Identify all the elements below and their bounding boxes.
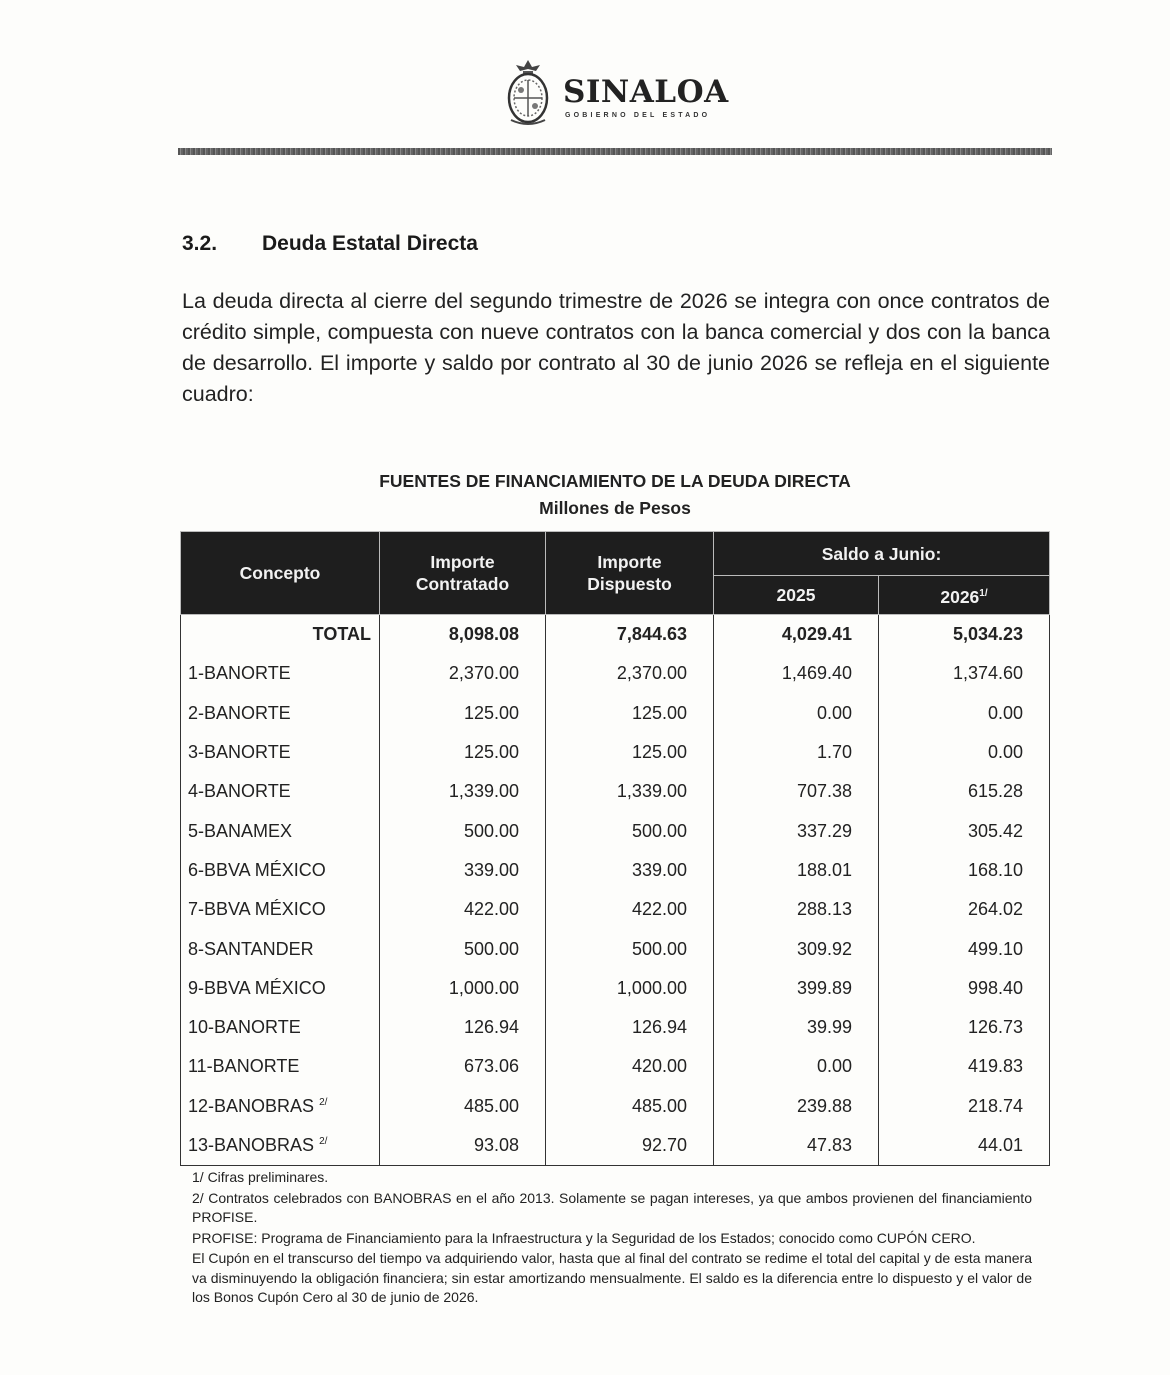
- cell-saldo-2026: 126.73: [879, 1008, 1050, 1047]
- footnotes: [192, 1168, 1032, 1309]
- cell-saldo-2025: 0.00: [714, 694, 879, 733]
- brand-name: SINALOA: [563, 74, 729, 110]
- table-row: [181, 694, 1050, 733]
- cell-importe-contratado: 339.00: [380, 851, 546, 890]
- intro-paragraph: La deuda directa al cierre del segundo trimestre de 2026 se integra con once contratos de crédito simple, compuesta con nueve contratos con la banca comercial y dos con la banca de desarrollo. El importe y saldo por contrato al 30 de junio 2026 se refleja en el siguiente cuadro:: [182, 289, 1050, 406]
- cell-importe-dispuesto: 126.94: [546, 1008, 714, 1047]
- cell-saldo-2025: 337.29: [714, 811, 879, 850]
- table-row: [181, 654, 1050, 693]
- cell-saldo-2026: 5,034.23: [879, 615, 1050, 655]
- section-heading: [182, 232, 478, 256]
- cell-importe-contratado: 500.00: [380, 811, 546, 850]
- header-importe-contratado: Importe Contratado: [380, 532, 546, 615]
- cell-importe-contratado: 125.00: [380, 694, 546, 733]
- cell-concepto: 9-BBVA MÉXICO: [181, 969, 380, 1008]
- cell-saldo-2025: 47.83: [714, 1126, 879, 1166]
- table-total-row: [181, 615, 1050, 655]
- cell-concepto: 3-BANORTE: [181, 733, 380, 772]
- cell-concepto: 5-BANAMEX: [181, 811, 380, 850]
- cell-concepto: 1-BANORTE: [181, 654, 380, 693]
- table-row: [181, 1008, 1050, 1047]
- cell-saldo-2025: 1,469.40: [714, 654, 879, 693]
- cell-concepto: 10-BANORTE: [181, 1008, 380, 1047]
- footnote: El Cupón en el transcurso del tiempo va adquiriendo valor, hasta que al final del contrato se redime el total del capital y de esta manera va disminuyendo la obligación financiera; sin estar amortizando mensualmente. El saldo es la diferencia entre lo dispuesto y el valor de los Bonos Cupón Cero al 30 de junio de 2026.: [192, 1250, 1032, 1305]
- cell-saldo-2025: 399.89: [714, 969, 879, 1008]
- section-number: 3.2.: [182, 232, 218, 255]
- cell-importe-contratado: 1,000.00: [380, 969, 546, 1008]
- cell-concepto: 13-BANOBRAS $^{2/}$: [181, 1126, 380, 1166]
- table-row: [181, 969, 1050, 1008]
- cell-concepto: 7-BBVA MÉXICO: [181, 890, 380, 929]
- cell-concepto: 12-BANOBRAS $^{2/}$: [181, 1087, 380, 1126]
- footnote: 2/ Contratos celebrados con BANOBRAS en el año 2013. Solamente se pagan intereses, ya que ambos provienen del financiamiento PROFISE.: [192, 1189, 1032, 1225]
- cell-saldo-2025: 707.38: [714, 772, 879, 811]
- cell-importe-contratado: 673.06: [380, 1047, 546, 1086]
- table-row: [181, 851, 1050, 890]
- cell-importe-dispuesto: 125.00: [546, 733, 714, 772]
- brand-subtitle: GOBIERNO DEL ESTADO: [565, 112, 711, 119]
- cell-saldo-2026: 419.83: [879, 1047, 1050, 1086]
- cell-importe-contratado: 422.00: [380, 890, 546, 929]
- cell-saldo-2026: 44.01: [879, 1126, 1050, 1166]
- cell-concepto: 4-BANORTE: [181, 772, 380, 811]
- table-row: [181, 1126, 1050, 1166]
- cell-saldo-2025: 288.13: [714, 890, 879, 929]
- cell-importe-dispuesto: 92.70: [546, 1126, 714, 1166]
- cell-saldo-2025: 239.88: [714, 1087, 879, 1126]
- cell-importe-dispuesto: 485.00: [546, 1087, 714, 1126]
- cell-saldo-2026: 264.02: [879, 890, 1050, 929]
- header-importe-dispuesto: Importe Dispuesto: [546, 532, 714, 615]
- table-row: [181, 1047, 1050, 1086]
- cell-saldo-2025: 4,029.41: [714, 615, 879, 655]
- cell-importe-contratado: 2,370.00: [380, 654, 546, 693]
- table-row: [181, 929, 1050, 968]
- footnote-ref: 2/: [319, 1096, 328, 1108]
- cell-importe-dispuesto: 420.00: [546, 1047, 714, 1086]
- cell-saldo-2026: 218.74: [879, 1087, 1050, 1126]
- cell-importe-dispuesto: 1,000.00: [546, 969, 714, 1008]
- header-rule: [178, 148, 1052, 155]
- cell-importe-contratado: 1,339.00: [380, 772, 546, 811]
- cell-importe-contratado: 500.00: [380, 929, 546, 968]
- table-row: [181, 1087, 1050, 1126]
- cell-importe-dispuesto: 422.00: [546, 890, 714, 929]
- footnote: 1/ Cifras preliminares.: [192, 1169, 329, 1185]
- header-2026: $2026^{1/}$: [879, 576, 1050, 615]
- cell-importe-dispuesto: 2,370.00: [546, 654, 714, 693]
- cell-importe-contratado: 126.94: [380, 1008, 546, 1047]
- cell-saldo-2025: 39.99: [714, 1008, 879, 1047]
- table-row: [181, 890, 1050, 929]
- table-subtitle: Millones de Pesos: [539, 498, 691, 518]
- cell-saldo-2026: 615.28: [879, 772, 1050, 811]
- cell-saldo-2026: 0.00: [879, 694, 1050, 733]
- document-header: [505, 58, 735, 133]
- cell-concepto: 11-BANORTE: [181, 1047, 380, 1086]
- cell-importe-dispuesto: 125.00: [546, 694, 714, 733]
- cell-saldo-2026: 1,374.60: [879, 654, 1050, 693]
- cell-saldo-2026: 168.10: [879, 851, 1050, 890]
- footnote: PROFISE: Programa de Financiamiento para la Infraestructura y la Seguridad de los Estados; conocido como CUPÓN CERO.: [192, 1229, 976, 1246]
- table-row: [181, 811, 1050, 850]
- table-title: FUENTES DE FINANCIAMIENTO DE LA DEUDA DIRECTA: [379, 471, 851, 491]
- cell-saldo-2025: 309.92: [714, 929, 879, 968]
- cell-saldo-2025: 0.00: [714, 1047, 879, 1086]
- cell-saldo-2026: 998.40: [879, 969, 1050, 1008]
- cell-importe-contratado: 125.00: [380, 733, 546, 772]
- cell-importe-dispuesto: 7,844.63: [546, 615, 714, 655]
- debt-table-body: [181, 615, 1050, 1166]
- cell-importe-dispuesto: 1,339.00: [546, 772, 714, 811]
- table-title-block: [180, 468, 1050, 522]
- cell-importe-contratado: 485.00: [380, 1087, 546, 1126]
- cell-importe-contratado: 93.08: [380, 1126, 546, 1166]
- cell-importe-dispuesto: 339.00: [546, 851, 714, 890]
- header-2025: 2025: [714, 576, 879, 615]
- cell-importe-dispuesto: 500.00: [546, 811, 714, 850]
- cell-saldo-2026: 305.42: [879, 811, 1050, 850]
- cell-concepto: TOTAL: [181, 615, 380, 655]
- cell-concepto: 8-SANTANDER: [181, 929, 380, 968]
- section-title: Deuda Estatal Directa: [262, 232, 478, 255]
- state-seal-icon: [505, 58, 551, 128]
- footnote-ref: 2/: [319, 1136, 328, 1147]
- table-row: [181, 772, 1050, 811]
- cell-importe-dispuesto: 500.00: [546, 929, 714, 968]
- cell-concepto: 2-BANORTE: [181, 694, 380, 733]
- header-concepto: Concepto: [181, 532, 380, 615]
- cell-saldo-2026: 499.10: [879, 929, 1050, 968]
- cell-saldo-2025: 1.70: [714, 733, 879, 772]
- cell-concepto: 6-BBVA MÉXICO: [181, 851, 380, 890]
- table-row: [181, 733, 1050, 772]
- cell-importe-contratado: 8,098.08: [380, 615, 546, 655]
- cell-saldo-2026: 0.00: [879, 733, 1050, 772]
- cell-saldo-2025: 188.01: [714, 851, 879, 890]
- header-saldo-junio: Saldo a Junio:: [714, 532, 1050, 576]
- debt-table: [180, 531, 1050, 1166]
